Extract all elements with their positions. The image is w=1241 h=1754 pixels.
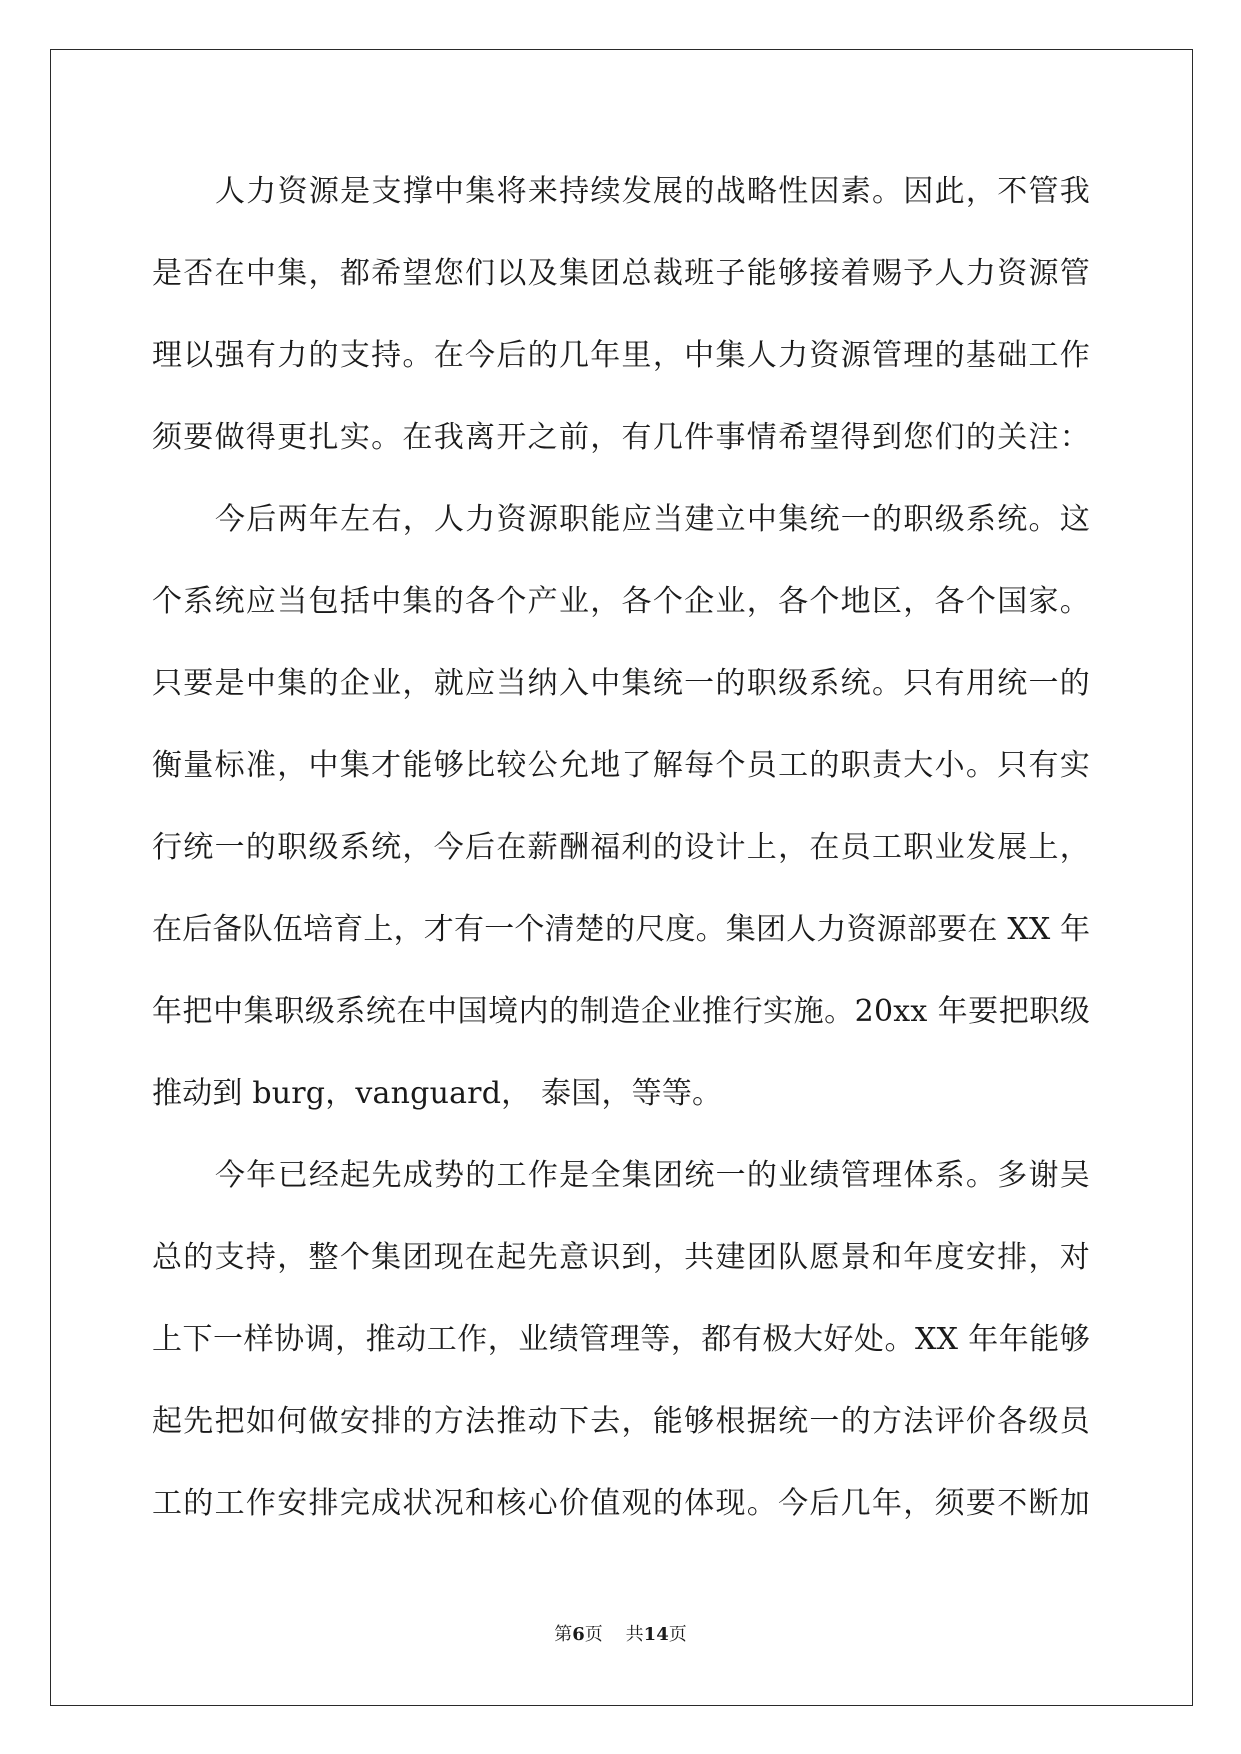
document-body bbox=[152, 162, 1090, 1556]
page-suffix: 页 bbox=[584, 1624, 603, 1645]
paragraph-line: 在后备队伍培育上，才有一个清楚的尺度。集团人力资源部要在 XX 年 bbox=[152, 912, 1091, 947]
paragraph-line: 须要做得更扎实。在我离开之前，有几件事情希望得到您们的关注： bbox=[152, 420, 1090, 455]
paragraph-line: 起先把如何做安排的方法推动下去，能够根据统一的方法评价各级员 bbox=[152, 1404, 1090, 1439]
paragraph-line: 行统一的职级系统，今后在薪酬福利的设计上，在员工职业发展上， bbox=[152, 830, 1090, 865]
paragraph-line: 今后两年左右，人力资源职能应当建立中集统一的职级系统。这 bbox=[215, 502, 1090, 537]
paragraph-line: 年把中集职级系统在中国境内的制造企业推行实施。20xx 年要把职级 bbox=[152, 994, 1090, 1029]
paragraph-line: 上下一样协调，推动工作，业绩管理等，都有极大好处。XX 年年能够 bbox=[152, 1322, 1090, 1357]
paragraph-line: 个系统应当包括中集的各个产业，各个企业，各个地区，各个国家。 bbox=[152, 584, 1090, 619]
page-prefix: 第 bbox=[554, 1624, 573, 1645]
paragraph-line: 只要是中集的企业，就应当纳入中集统一的职级系统。只有用统一的 bbox=[152, 666, 1090, 701]
total-prefix: 共 bbox=[625, 1624, 644, 1645]
paragraph-line: 理以强有力的支持。在今后的几年里，中集人力资源管理的基础工作 bbox=[152, 338, 1090, 373]
paragraph-line: 是否在中集，都希望您们以及集团总裁班子能够接着赐予人力资源管 bbox=[152, 256, 1090, 291]
page-number: 6 bbox=[572, 1624, 585, 1645]
total-pages: 14 bbox=[643, 1624, 669, 1645]
paragraph-line: 工的工作安排完成状况和核心价值观的体现。今后几年，须要不断加 bbox=[152, 1486, 1090, 1521]
paragraph-line: 人力资源是支撑中集将来持续发展的战略性因素。因此，不管我 bbox=[215, 174, 1090, 209]
total-suffix: 页 bbox=[668, 1624, 687, 1645]
paragraph-line: 衡量标准，中集才能够比较公允地了解每个员工的职责大小。只有实 bbox=[152, 748, 1090, 783]
paragraph-line: 今年已经起先成势的工作是全集团统一的业绩管理体系。多谢吴 bbox=[215, 1158, 1090, 1193]
paragraph-line: 总的支持，整个集团现在起先意识到，共建团队愿景和年度安排，对 bbox=[152, 1240, 1090, 1275]
page-footer bbox=[0, 1623, 1241, 1647]
paragraph-line: 推动到 burg，vanguard， 泰国，等等。 bbox=[152, 1076, 723, 1111]
